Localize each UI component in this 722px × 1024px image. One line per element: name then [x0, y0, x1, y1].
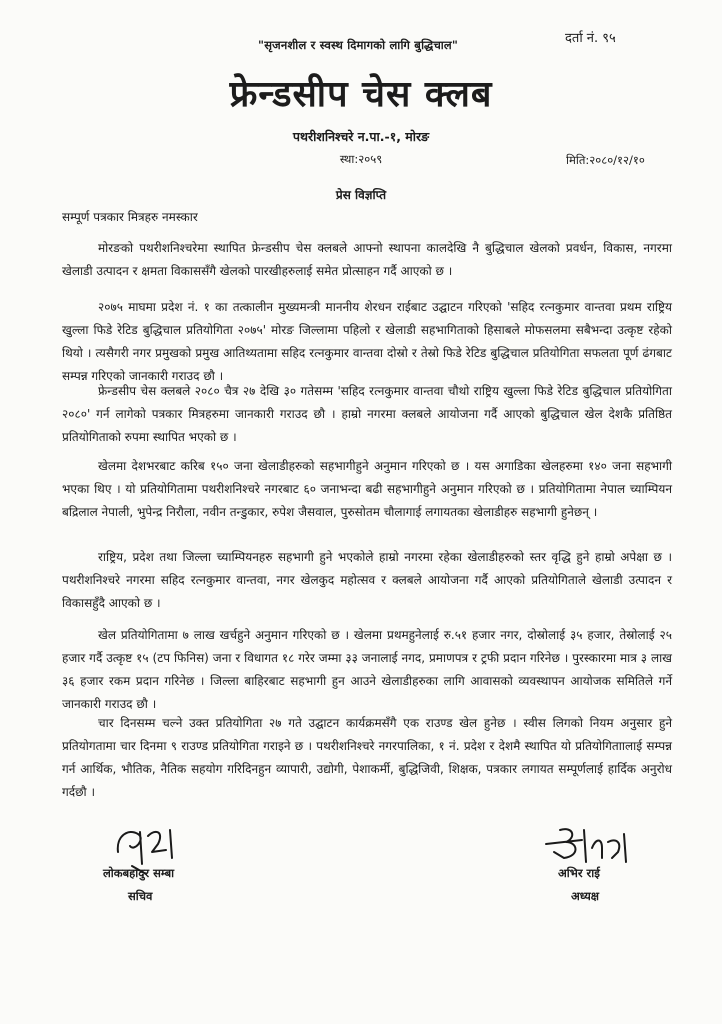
secretary-role: सचिव [128, 889, 153, 903]
club-address: पथरीशनिश्चरे न.पा.-१, मोरङ [292, 129, 430, 144]
paragraph-4: खेलमा देशभरबाट करिब १५० जना खेलाडीहरुको सहभागीहुने अनुमान गरिएको छ । यस अगाडिका खेलहरुमा १४० जना सहभागी भएका थिए । यो प्रतियोगितामा पथरीशनिश्चरे नगरबाट ६० जनाभन्दा बढी सहभागीहुने अनुमान गरिएको छ । प्रतियोगितामा नेपाल च्याम्पियन बद्रिलाल नेपाली, भुपेन्द्र निरौला, नवीन तन्डुकार, रुपेश जैसवाल, पुरुसोतम चौलागाई लगायतका खेलाडीहरु सहभागी हुनेछन् । [62, 459, 672, 519]
paragraph-5: राष्ट्रिय, प्रदेश तथा जिल्ला च्याम्पियनहरु सहभागी हुने भएकोले हाम्रो नगरमा रहेका खेलाडीहरुको स्तर वृद्धि हुने हाम्रो अपेक्षा छ । पथरीशनिश्चरे नगरमा सहिद रत्नकुमार वान्तवा, नगर खेलकुद महोत्सव र क्लबले आयोजना गर्दै आएको प्रतियोगिताले खेलाडी उत्पादन र विकासहुँदै आएको छ । [62, 550, 672, 610]
club-name-title: फ्रेन्डसीप चेस क्लब [229, 74, 493, 115]
president-role: अध्यक्ष [571, 889, 600, 903]
paragraph-2: २०७५ माघमा प्रदेश नं. १ का तत्कालीन मुख्यमन्त्री माननीय शेरधन राईबाट उद्घाटन गरिएको 'सहिद रत्नकुमार वान्तवा प्रथम राष्ट्रिय खुल्ला फिडे रेटिड बुद्धिचाल प्रतियोगिता २०७५' मोरङ जिल्लामा पहिलो र खेलाडी सहभागिताको हिसाबले मोफसलमा सबैभन्दा उत्कृष्ट रहेको थियो । त्यसैगरी नगर प्रमुखको प्रमुख आतिथ्यतामा सहिद रत्नकुमार वान्तवा दोस्रो र तेस्रो फिडे रेटिड बुद्धिचाल प्रतियोगिता सफलता पूर्ण ढंगबाट सम्पन्न गरिएको जानकारी गराउद छौ । [62, 300, 672, 383]
president-name: अभिर राई [558, 866, 600, 880]
paragraph-3: फ्रेन्डसीप चेस क्लबले २०८० चैत्र २७ देखि ३० गतेसम्म 'सहिद रत्नकुमार वान्तवा चौथो राष्ट्रिय खुल्ला फिडे रेटिड बुद्धिचाल प्रतियोगिता २०८०' गर्न लागेको पत्रकार मित्रहरुमा जानकारी गराउद छौ । हाम्रो नगरमा क्लबले आयोजना गर्दै आएको बुद्धिचाल खेल देशकै प्रतिष्ठित प्रतियोगिताको रुपमा स्थापित भएको छ । [62, 384, 672, 444]
club-motto: "सृजनशील र स्वस्थ दिमागको लागि बुद्धिचाल" [258, 38, 459, 52]
established-year: स्था:२०५९ [339, 152, 383, 166]
paragraph-7: चार दिनसम्म चल्ने उक्त प्रतियोगिता २७ गते उद्घाटन कार्यक्रमसँगै एक राउण्ड खेल हुनेछ । स्वीस लिगको नियम अनुसार हुने प्रतियोगतामा चार दिनमा ९ राउण्ड प्रतियोगिता गराइने छ । पथरीशनिश्चरे नगरपालिका, १ नं. प्रदेश र देशमै स्थापित यो प्रतियोगिताालाई सम्पन्न गर्न आर्थिक, भौतिक, नैतिक सहयोग गरिदिनहुन व्यापारी, उद्योगी, पेशाकर्मी, बुद्धिजिवी, शिक्षक, पत्रकार लगायत सम्पूर्णलाई हार्दिक अनुरोध गर्दछौ । [62, 716, 672, 799]
press-release-heading: प्रेस विज्ञप्ति [335, 188, 387, 202]
paragraph-1: मोरङको पथरीशनिश्चरेमा स्थापित फ्रेन्डसीप चेस क्लबले आफ्नो स्थापना कालदेखि नै बुद्धिचाल खेलको प्रवर्धन, विकास, नगरमा खेलाडी उत्पादन र क्षमता विकाससँगै खेलको पारखीहरुलाई समेत प्रोत्साहन गर्दै आएको छ । [62, 241, 672, 278]
document-date: मिति:२०८०/१२/१० [566, 153, 645, 167]
secretary-name: लोकबहादुर सम्बा [103, 866, 175, 880]
paragraph-6: खेल प्रतियोगितामा ७ लाख खर्चहुने अनुमान गरिएको छ । खेलमा प्रथमहुनेलाई रु.५१ हजार नगर, दोस्रोलाई ३५ हजार, तेस्रोलाई २५ हजार गर्दै उत्कृष्ट १५ (टप फिनिस) जना र विधागत १८ गरेर जम्मा ३३ जनालाई नगद, प्रमाणपत्र र ट्रफी प्रदान गरिनेछ । पुरस्कारमा मात्र ३ लाख ३६ हजार रकम प्रदान गरिनेछ । जिल्ला बाहिरबाट सहभागी हुन आउने खेलाडीहरुका लागि आवासको व्यवस्थापन आयोजक समितिले गर्ने जानकारी गराउद छौ । [62, 628, 672, 711]
salutation: सम्पूर्ण पत्रकार मित्रहरु नमस्कार [62, 210, 198, 224]
registration-number: दर्ता नं. ९५ [565, 31, 616, 46]
